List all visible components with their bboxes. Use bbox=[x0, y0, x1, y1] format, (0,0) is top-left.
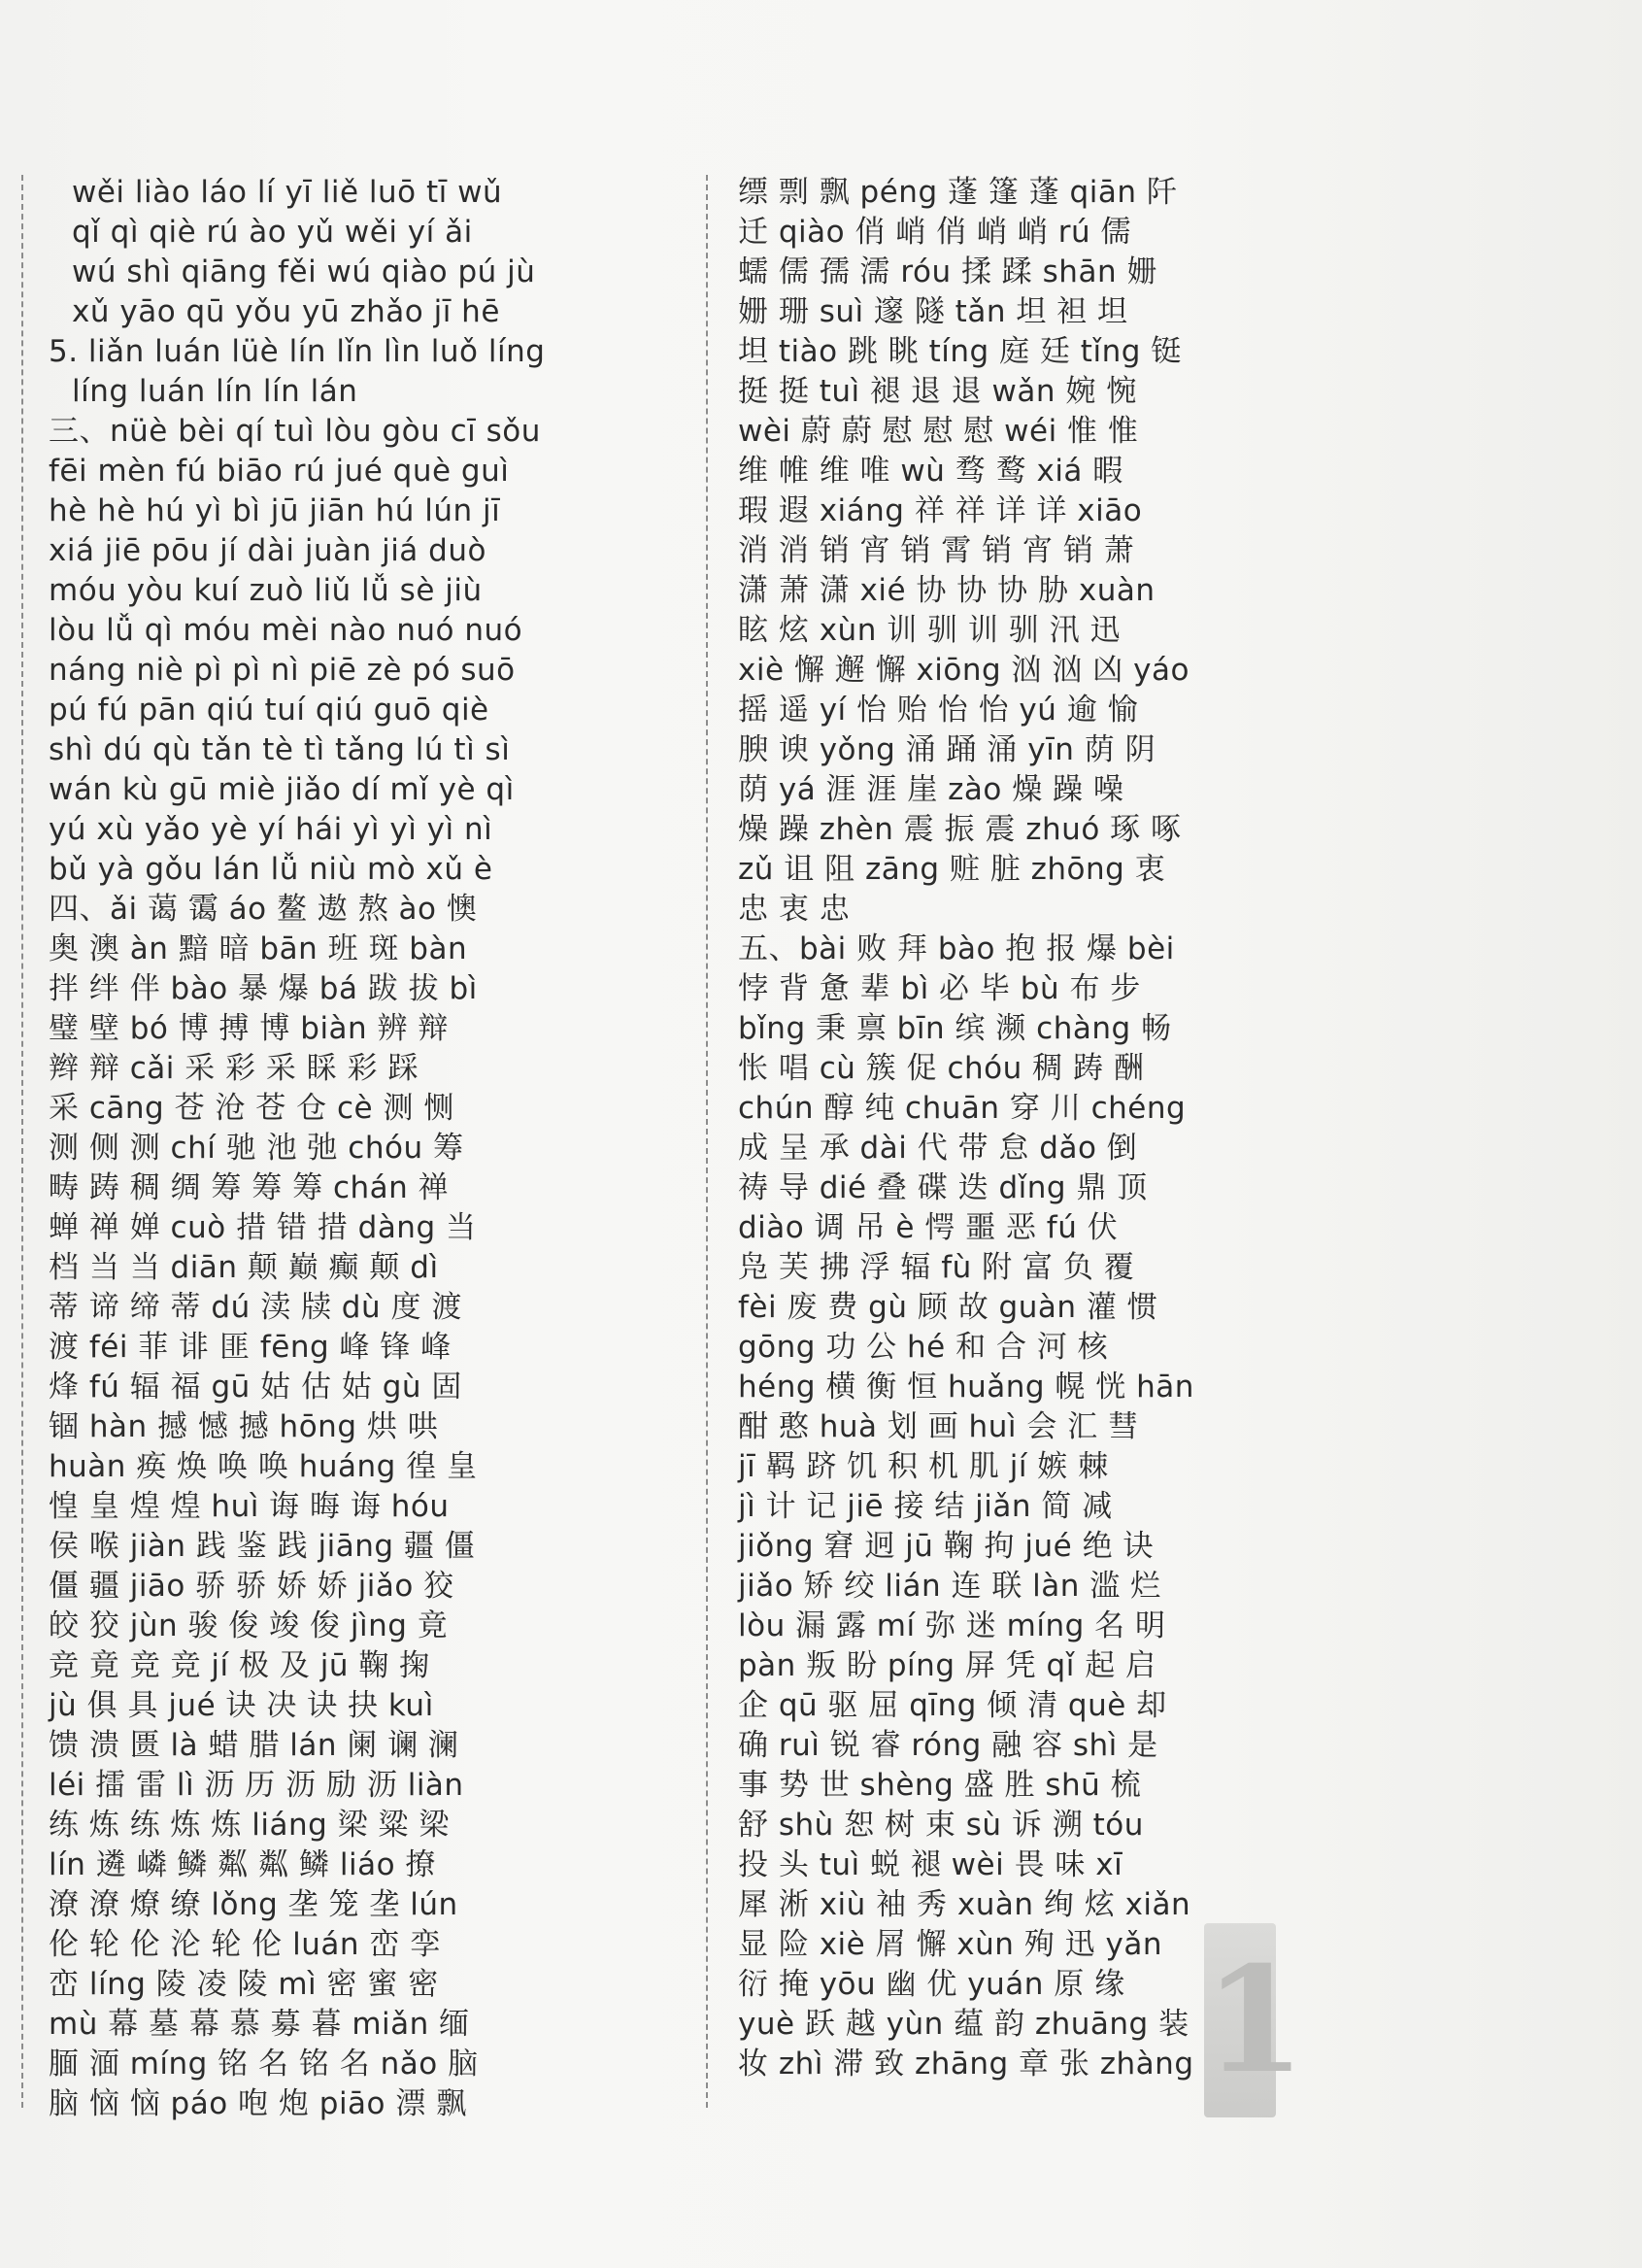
answer-line: 凫 芙 拂 浮 辐 fù 附 富 负 覆 bbox=[738, 1250, 1135, 1285]
answer-line: 衍 掩 yōu 幽 优 yuán 原 缘 bbox=[738, 1967, 1125, 2002]
answer-line: 辫 辩 cǎi 采 彩 采 睬 彩 踩 bbox=[49, 1051, 419, 1086]
answer-line: xǔ yāo qū yǒu yū zhǎo jī hē bbox=[72, 294, 500, 329]
answer-line: 锢 hàn 撼 憾 撼 hōng 烘 哄 bbox=[49, 1409, 439, 1444]
answer-line: chún 醇 纯 chuān 穿 川 chéng bbox=[738, 1091, 1187, 1126]
answer-line: xiè 懈 邂 懈 xiōng 汹 汹 凶 yáo bbox=[738, 653, 1190, 688]
answer-line: 摇 遥 yí 怡 贻 怡 怡 yú 逾 愉 bbox=[738, 693, 1139, 728]
answer-line: 事 势 世 shèng 盛 胜 shū 梳 bbox=[738, 1768, 1142, 1803]
answer-line: jì 计 记 jiē 接 结 jiǎn 简 减 bbox=[738, 1489, 1113, 1524]
answer-line: wěi liào láo lí yī liě luō tī wǔ bbox=[72, 175, 503, 210]
left-column bbox=[49, 173, 689, 2124]
answer-line: 伦 轮 伦 沦 轮 伦 luán 峦 孪 bbox=[49, 1927, 441, 1962]
answer-line: 妆 zhì 滞 致 zhāng 章 张 zhàng bbox=[738, 2047, 1194, 2082]
answer-line: 测 侧 测 chí 驰 池 弛 chóu 筹 bbox=[49, 1131, 464, 1166]
answer-line: lòu 漏 露 mí 弥 迷 míng 名 明 bbox=[738, 1608, 1166, 1643]
answer-line: 迁 qiào 俏 峭 俏 峭 峭 rú 儒 bbox=[738, 215, 1131, 250]
answer-line: 企 qū 驱 屈 qīng 倾 清 què 却 bbox=[738, 1688, 1167, 1723]
answer-line: 腴 谀 yǒng 涌 踊 涌 yīn 荫 阴 bbox=[738, 732, 1156, 767]
answer-line: 瑕 遐 xiáng 祥 祥 详 详 xiāo bbox=[738, 493, 1143, 528]
answer-line: 烽 fú 辐 福 gū 姑 估 姑 gù 固 bbox=[49, 1370, 462, 1405]
answer-line: héng 横 衡 恒 huǎng 幌 恍 hān bbox=[738, 1370, 1194, 1405]
answer-line: 脑 恼 恼 páo 咆 炮 piāo 漂 飘 bbox=[49, 2086, 467, 2121]
answer-line: lòu lǚ qì móu mèi nào nuó nuó bbox=[49, 613, 523, 648]
answer-line: 竞 竟 竞 竞 jí 极 及 jū 鞠 掬 bbox=[49, 1648, 430, 1683]
left-margin-rule bbox=[21, 175, 23, 2108]
answer-line: 舒 shù 恕 树 束 sù 诉 溯 tóu bbox=[738, 1808, 1144, 1843]
answer-line: jiǎo 矫 绞 lián 连 联 làn 滥 烂 bbox=[738, 1569, 1161, 1604]
answer-line: yuè 跃 越 yùn 蕴 韵 zhuāng 装 bbox=[738, 2007, 1190, 2042]
answer-line: 五、bài 败 拜 bào 抱 报 爆 bèi bbox=[738, 931, 1175, 966]
answer-line: wán kù gū miè jiǎo dí mǐ yè qì bbox=[49, 772, 515, 807]
answer-line: 皎 狡 jùn 骏 俊 竣 俊 jìng 竟 bbox=[49, 1608, 449, 1643]
answer-line: mù 幕 墓 幕 慕 募 暮 miǎn 缅 bbox=[49, 2007, 470, 2042]
answer-line: líng luán lín lín lán bbox=[72, 374, 358, 409]
answer-line: 祷 导 dié 叠 碟 迭 dǐng 鼎 顶 bbox=[738, 1170, 1148, 1205]
answer-line: 拌 绊 伴 bào 暴 爆 bá 跋 拔 bì bbox=[49, 971, 478, 1006]
answer-line: léi 擂 雷 lì 沥 历 沥 励 沥 liàn bbox=[49, 1768, 464, 1803]
answer-line: 侯 喉 jiàn 践 鉴 践 jiāng 疆 僵 bbox=[49, 1529, 476, 1564]
answer-line: 确 ruì 锐 睿 róng 融 容 shì 是 bbox=[738, 1728, 1158, 1763]
answer-line: móu yòu kuí zuò liǔ lǚ sè jiù bbox=[49, 573, 483, 608]
answer-line: 蝉 禅 婵 cuò 措 错 措 dàng 当 bbox=[49, 1210, 477, 1245]
answer-line: qǐ qì qiè rú ào yǔ wěi yí ǎi bbox=[72, 215, 473, 250]
answer-line: 峦 líng 陵 凌 陵 mì 密 蜜 密 bbox=[49, 1967, 439, 2002]
answer-line: jiǒng 窘 迥 jū 鞠 拘 jué 绝 诀 bbox=[738, 1529, 1154, 1564]
answer-line: bǐng 秉 禀 bīn 缤 濒 chàng 畅 bbox=[738, 1011, 1172, 1046]
answer-line: yú xù yǎo yè yí hái yì yì yì nì bbox=[49, 812, 493, 847]
answer-line: 蠕 儒 孺 濡 róu 揉 蹂 shān 姗 bbox=[738, 254, 1157, 289]
answer-line: 悖 背 惫 辈 bì 必 毕 bù 布 步 bbox=[738, 971, 1141, 1006]
answer-line: 5. liǎn luán lüè lín lǐn lìn luǒ líng bbox=[49, 334, 546, 369]
answer-line: bǔ yà gǒu lán lǚ niù mò xǔ è bbox=[49, 852, 493, 887]
answer-line: 忠 衷 忠 bbox=[738, 892, 851, 927]
answer-line: 馈 溃 匮 là 蜡 腊 lán 阑 谰 澜 bbox=[49, 1728, 459, 1763]
center-divider-rule bbox=[706, 175, 708, 2108]
answer-line: 消 消 销 宵 销 霄 销 宵 销 萧 bbox=[738, 533, 1135, 568]
answer-line: 蒂 谛 缔 蒂 dú 渎 牍 dù 度 渡 bbox=[49, 1290, 462, 1325]
answer-line: pàn 叛 盼 píng 屏 凭 qǐ 起 启 bbox=[738, 1648, 1156, 1683]
answer-line: 犀 淅 xiù 袖 秀 xuàn 绚 炫 xiǎn bbox=[738, 1887, 1191, 1922]
answer-line: gōng 功 公 hé 和 合 河 核 bbox=[738, 1330, 1109, 1365]
answer-line: fèi 废 费 gù 顾 故 guàn 灌 惯 bbox=[738, 1290, 1158, 1325]
answer-line: pú fú pān qiú tuí qiú guō qiè bbox=[49, 693, 489, 728]
answer-line: 腼 湎 míng 铭 名 铭 名 nǎo 脑 bbox=[49, 2047, 479, 2082]
answer-line: jī 羁 跻 饥 积 机 肌 jí 嫉 棘 bbox=[738, 1449, 1109, 1484]
answer-line: 采 cāng 苍 沧 苍 仓 cè 测 恻 bbox=[49, 1091, 454, 1126]
answer-line: 档 当 当 diān 颠 巅 癫 颠 dì bbox=[49, 1250, 439, 1285]
answer-line: lín 遴 嶙 鳞 粼 粼 鳞 liáo 撩 bbox=[49, 1847, 436, 1882]
answer-line: 酣 憨 huà 划 画 huì 会 汇 彗 bbox=[738, 1409, 1139, 1444]
answer-line: wú shì qiāng fěi wú qiào pú jù bbox=[72, 254, 536, 289]
answer-line: huàn 痪 焕 唤 唤 huáng 徨 皇 bbox=[49, 1449, 478, 1484]
answer-line: 璧 壁 bó 博 搏 博 biàn 辨 辩 bbox=[49, 1011, 449, 1046]
answer-line: shì dú qù tǎn tè tì tǎng lú tì sì bbox=[49, 732, 511, 767]
answer-line: fēi mèn fú biāo rú jué què guì bbox=[49, 454, 510, 489]
answer-line: 缥 剽 飘 péng 蓬 篷 蓬 qiān 阡 bbox=[738, 175, 1178, 210]
answer-line: 坦 tiào 跳 眺 tíng 庭 廷 tǐng 铤 bbox=[738, 334, 1182, 369]
answer-line: 潇 萧 潇 xié 协 协 协 胁 xuàn bbox=[738, 573, 1156, 608]
answer-line: 奥 澳 àn 黯 暗 bān 班 斑 bàn bbox=[49, 931, 468, 966]
answer-line: diào 调 吊 è 愕 噩 恶 fú 伏 bbox=[738, 1210, 1119, 1245]
answer-line: xiá jiē pōu jí dài juàn jiá duò bbox=[49, 533, 486, 568]
answer-line: zǔ 诅 阻 zāng 赃 脏 zhōng 衷 bbox=[738, 852, 1166, 887]
answer-line: 四、ǎi 蔼 霭 áo 鳌 遨 熬 ào 懊 bbox=[49, 892, 478, 927]
answer-line: 潦 潦 燎 缭 lǒng 垄 笼 垄 lún bbox=[49, 1887, 458, 1922]
page-number: 1 bbox=[1204, 1935, 1306, 2106]
answer-line: 挺 挺 tuì 褪 退 退 wǎn 婉 惋 bbox=[738, 374, 1137, 409]
answer-line: 畴 踌 稠 绸 筹 筹 筹 chán 禅 bbox=[49, 1170, 450, 1205]
answer-line: 僵 疆 jiāo 骄 骄 娇 娇 jiǎo 狡 bbox=[49, 1569, 454, 1604]
answer-line: 三、nüè bèi qí tuì lòu gòu cī sǒu bbox=[49, 414, 541, 449]
answer-line: 维 帷 维 唯 wù 骛 鹜 xiá 暇 bbox=[738, 454, 1123, 489]
answer-line: 显 险 xiè 屑 懈 xùn 殉 迅 yǎn bbox=[738, 1927, 1162, 1962]
answer-line: wèi 蔚 蔚 慰 慰 慰 wéi 惟 惟 bbox=[738, 414, 1139, 449]
answer-line: 渡 féi 菲 诽 匪 fēng 峰 锋 峰 bbox=[49, 1330, 452, 1365]
answer-line: 燥 躁 zhèn 震 振 震 zhuó 琢 啄 bbox=[738, 812, 1182, 847]
answer-line: jù 俱 具 jué 诀 决 诀 抉 kuì bbox=[49, 1688, 434, 1723]
answer-line: 姗 珊 suì 邃 隧 tǎn 坦 袒 坦 bbox=[738, 294, 1128, 329]
answer-line: 练 炼 练 炼 炼 liáng 梁 粱 梁 bbox=[49, 1808, 450, 1843]
answer-line: 荫 yá 涯 涯 崖 zào 燥 躁 噪 bbox=[738, 772, 1124, 807]
answer-line: náng niè pì pì nì piē zè pó suō bbox=[49, 653, 516, 688]
answer-line: 惶 皇 煌 煌 huì 诲 晦 诲 hóu bbox=[49, 1489, 450, 1524]
answer-line: 眩 炫 xùn 训 驯 训 驯 汛 迅 bbox=[738, 613, 1121, 648]
right-column bbox=[738, 173, 1379, 2084]
answer-line: 怅 唱 cù 簇 促 chóu 稠 踌 酬 bbox=[738, 1051, 1145, 1086]
answer-line: 成 呈 承 dài 代 带 怠 dǎo 倒 bbox=[738, 1131, 1138, 1166]
answer-line: hè hè hú yì bì jū jiān hú lún jī bbox=[49, 493, 501, 528]
answer-line: 投 头 tuì 蜕 褪 wèi 畏 味 xī bbox=[738, 1847, 1123, 1882]
